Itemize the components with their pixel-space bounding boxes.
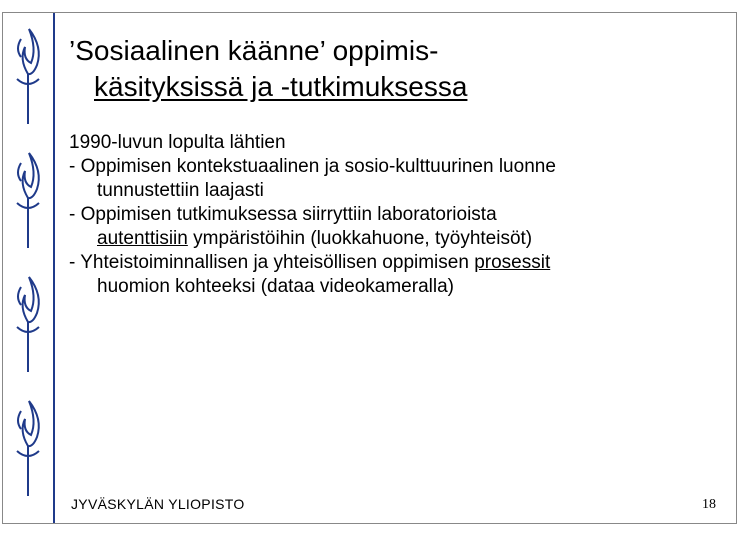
- bullet-3: [69, 251, 709, 275]
- bullet-1-line1: - Oppimisen kontekstuaalinen ja sosio-kulttuurinen luonne: [69, 156, 556, 177]
- slide-title: [69, 33, 709, 105]
- bullet-1: [69, 155, 709, 179]
- intro-text: 1990-luvun lopulta lähtien: [69, 132, 286, 153]
- bullet-2: [69, 203, 709, 227]
- page-number: 18: [702, 497, 716, 512]
- bullet-3-cont: [69, 275, 709, 299]
- side-band: [3, 13, 55, 523]
- slide: [2, 12, 737, 524]
- title-line1: ’Sosiaalinen käänne’ oppimis-: [69, 35, 439, 66]
- slide-body: [69, 131, 709, 299]
- flame-ornament-icon: [11, 391, 45, 501]
- footer-university: JYVÄSKYLÄN YLIOPISTO: [71, 496, 245, 512]
- flame-ornament-icon: [11, 143, 45, 253]
- flame-ornament-icon: [11, 19, 45, 129]
- bullet-1-line2: tunnustettiin laajasti: [97, 180, 264, 201]
- title-line2: käsityksissä ja -tutkimuksessa: [94, 71, 468, 102]
- bullet-2-underlined: autenttisiin: [97, 228, 188, 249]
- bullet-3-underlined: prosessit: [474, 252, 551, 273]
- bullet-3-line1: - Yhteistoiminnallisen ja yhteisöllisen oppimisen: [69, 252, 475, 273]
- flame-ornament-icon: [11, 267, 45, 377]
- bullet-1-cont: [69, 179, 709, 203]
- bullet-3-line2: huomion kohteeksi (dataa videokameralla): [97, 276, 454, 297]
- bullet-2-cont: [69, 227, 709, 251]
- bullet-2-line2-rest: ympäristöihin (luokkahuone, työyhteisöt): [187, 228, 533, 249]
- bullet-2-line1: - Oppimisen tutkimuksessa siirryttiin laboratorioista: [69, 204, 497, 225]
